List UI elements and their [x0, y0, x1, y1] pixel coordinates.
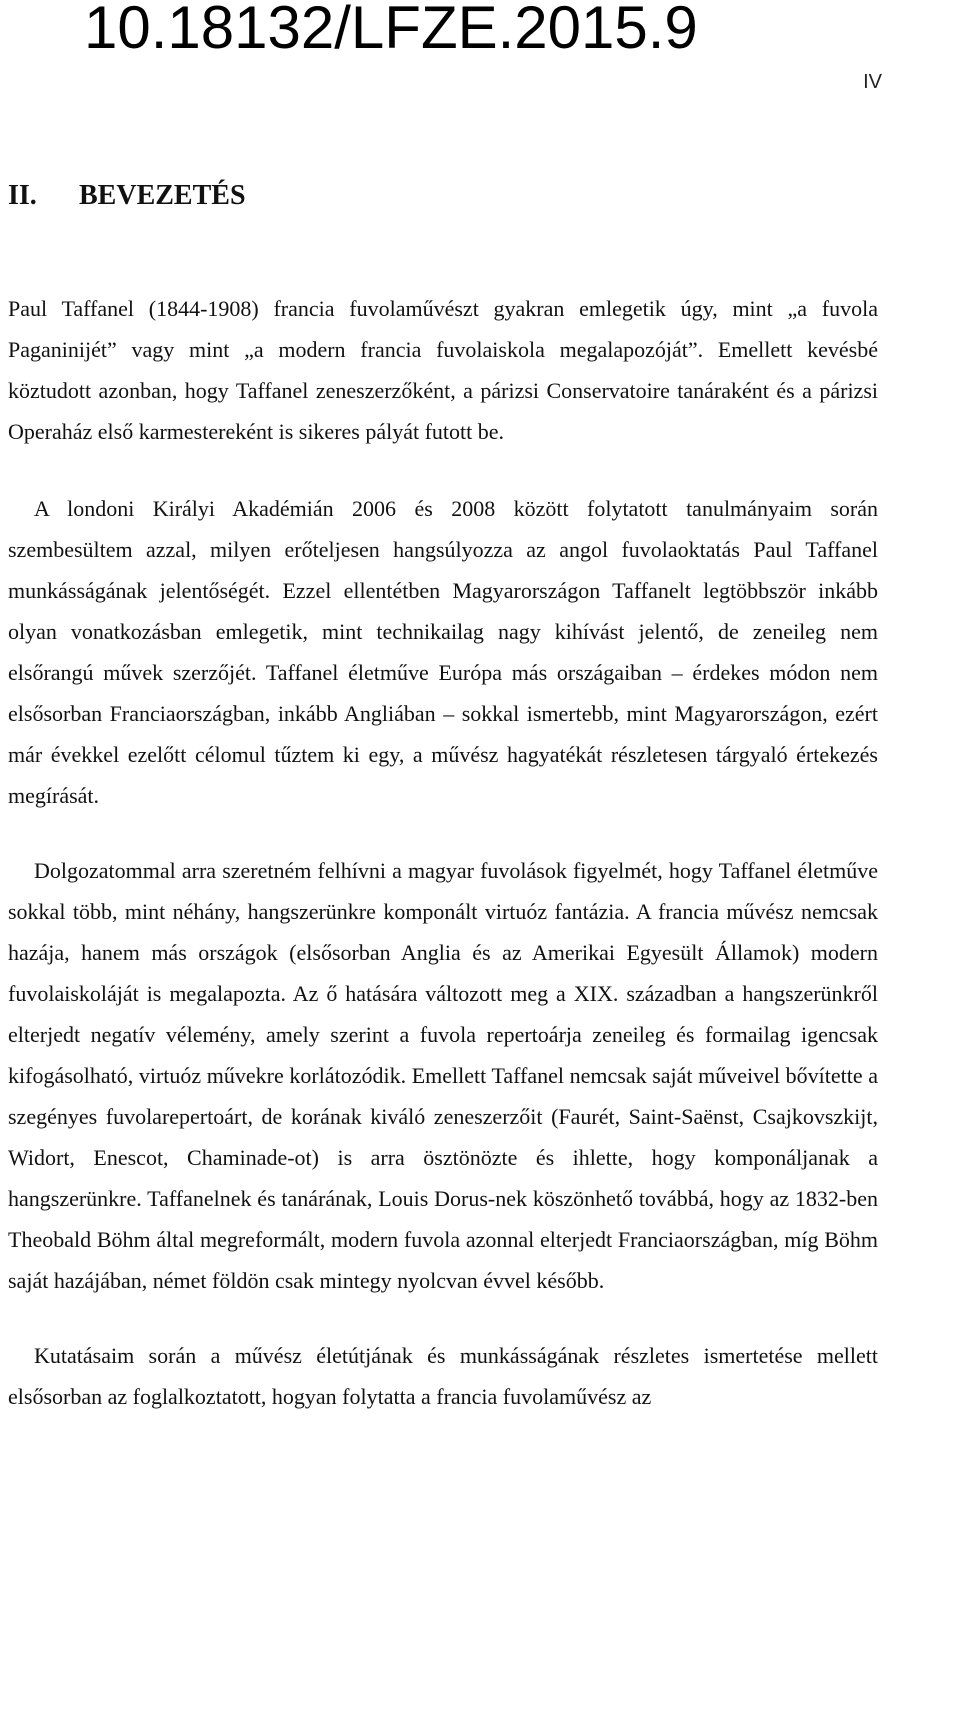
page-number: IV [863, 71, 882, 93]
section-heading [8, 178, 246, 214]
paragraph-intro: Paul Taffanel (1844-1908) francia fuvolaművészt gyakran emlegetik úgy, mint „a fuvola Paganinijét” vagy mint „a modern francia fuvolaiskola megalapozóját”. Emellett kevésbé köztudott azonban, hogy Taffanel zeneszerzőként, a párizsi Conservatoire tanáraként és a párizsi Operaház első karmestereként is sikeres pályát futott be. [8, 296, 878, 444]
doi-identifier: 10.18132/LFZE.2015.9 [84, 0, 698, 61]
body-text [8, 288, 878, 1417]
paragraph-london-studies: A londoni Királyi Akadémián 2006 és 2008 között folytatott tanulmányaim során szembesültem azzal, milyen erőteljesen hangsúlyozza az angol fuvolaoktatás Paul Taffanel munkásságának jelentőségét. Ezzel ellentétben Magyarországon Taffanelt legtöbbször inkább olyan vonatkozásban emlegetik, mint technikailag nagy kihívást jelentő, de zeneileg nem elsőrangú művek szerzőjét. Taffanel életműve Európa más országaiban – érdekes módon nem elsősorban Franciaországban, inkább Angliában – sokkal ismertebb, mint Magyarországon, ezért már évekkel ezelőtt célomul tűztem ki egy, a művész hagyatékát részletesen tárgyaló értekezés megírását. [8, 496, 878, 808]
paragraph-research: Kutatásaim során a művész életútjának és munkásságának részletes ismertetése mellett elsősorban az foglalkoztatott, hogyan folytatta a francia fuvolaművész az [8, 1343, 878, 1409]
section-number: II. [8, 180, 37, 211]
section-title: BEVEZETÉS [79, 180, 246, 211]
paragraph-thesis-aim: Dolgozatommal arra szeretném felhívni a magyar fuvolások figyelmét, hogy Taffanel életműve sokkal több, mint néhány, hangszerünkre komponált virtuóz fantázia. A francia művész nemcsak hazája, hanem más országok (elsősorban Anglia és az Amerikai Egyesült Államok) modern fuvolaiskoláját is megalapozta. Az ő hatására változott meg a XIX. században a hangszerünkről elterjedt negatív vélemény, amely szerint a fuvola repertoárja zeneileg és formailag igencsak kifogásolható, virtuóz művekre korlátozódik. Emellett Taffanel nemcsak saját műveivel bővítette a szegényes fuvolarepertoárt, de korának kiváló zeneszerzőit (Faurét, Saint-Saënst, Csajkovszkijt, Widort, Enescot, Chaminade-ot) is arra ösztönözte és ihlette, hogy komponáljanak a hangszerünkre. Taffanelnek és tanárának, Louis Dorus-nek köszönhető továbbá, hogy az 1832-ben Theobald Böhm által megreformált, modern fuvola azonnal elterjedt Franciaországban, míg Böhm saját hazájában, német földön csak mintegy nyolcvan évvel később. [8, 858, 878, 1293]
